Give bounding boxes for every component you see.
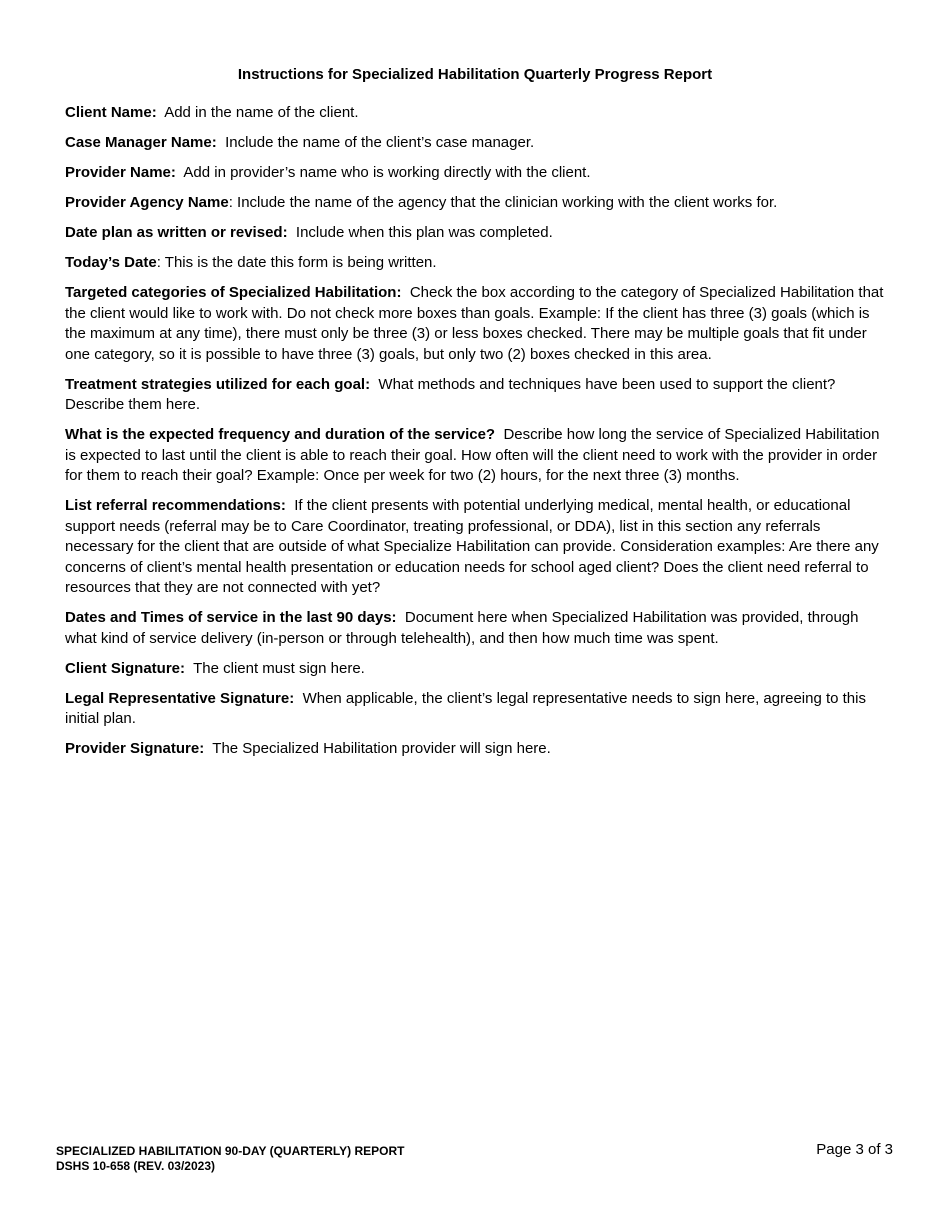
entry-provider-name [65,163,887,184]
entry-term: Targeted categories of Specialized Habilitation: [65,284,402,301]
entry-term: List referral recommendations: [65,497,286,514]
entry-provider-signature [65,739,887,760]
entry-term: Provider Name: [65,164,176,181]
entry-todays-date: Today’s Date: This is the date this form is being written. [65,254,437,271]
form-number: DSHS 10-658 (REV. 03/2023) [56,1158,215,1173]
entry-text: What methods and techniques have been used to support the client? Describe them here. [65,375,836,413]
instructions-list [65,103,887,769]
entry-frequency-duration [65,425,887,487]
entry-provider-agency-name: Provider Agency Name: Include the name of the agency that the clinician working with the client works for. [65,194,778,211]
entry-term: Date plan as written or revised: [65,224,288,241]
entry-referral-recommendations [65,496,887,599]
entry-case-manager-name [65,133,887,154]
entry-text: Include when this plan was completed. [295,224,553,241]
entry-term: Dates and Times of service in the last 90 days: [65,609,397,626]
entry-text: The Specialized Habilitation provider will sign here. [212,740,551,757]
entry-text: Add in provider’s name who is working directly with the client. [183,164,591,181]
entry-text: Include the name of the agency that the clinician working with the client works for. [237,194,778,211]
entry-term: Provider Signature: [65,740,205,757]
entry-term: Provider Agency Name [65,194,229,211]
form-title: SPECIALIZED HABILITATION 90-DAY (QUARTERLY) REPORT [56,1144,405,1158]
form-footer [56,1144,404,1173]
entry-targeted-categories [65,283,887,365]
entry-text: Describe how long the service of Specialized Habilitation is expected to last until the client is able to reach their goal. How often will the client need to work with the provider in order for them to reach their goal? Example: Once per week for two (2) hours, for the next three (3) months. [65,426,880,484]
page-number: Page 3 of 3 [816,1141,893,1158]
entry-text: The client must sign here. [193,659,365,677]
entry-text: Check the box according to the category of Specialized Habilitation that the client would like to work with. Do not check more boxes than goals. Example: If the client has three (3) goals (which is the maximum at any time), there must only be three (3) or less boxes checked. There may be multiple goals that fit under one category, so it is possible to have three (3) goals, but only two (2) boxes checked in this area. [65,284,884,363]
entry-text: Include the name of the client’s case manager. [225,134,535,151]
entry-term: Client Name: [65,104,157,121]
entry-term: Client Signature: [65,659,186,677]
entry-text: Document here when Specialized Habilitation was provided, through what kind of service delivery (in-person or through telehealth), and then how much time was spent. [65,609,859,647]
entry-dates-times-service [65,608,887,649]
entry-treatment-strategies [65,375,887,416]
entry-text: Add in the name of the client. [164,104,359,121]
entry-term: Treatment strategies utilized for each goal: [65,375,371,393]
entry-client-name [65,103,887,124]
entry-legal-representative-signature [65,689,887,730]
entry-term: Today’s Date [65,254,157,271]
entry-client-signature [65,659,887,680]
entry-term: Legal Representative Signature: [65,689,295,707]
entry-date-plan [65,223,887,244]
entry-term: Case Manager Name: [65,134,217,151]
entry-text: This is the date this form is being written. [164,254,437,271]
entry-term: What is the expected frequency and duration of the service? [65,426,496,443]
entry-text: When applicable, the client’s legal representative needs to sign here, agreeing to this initial plan. [65,689,866,727]
entry-text: If the client presents with potential underlying medical, mental health, or educational support needs (referral may be to Care Coordinator, treating professional, or DDA), list in this section any referrals necessary for the client that are outside of what Specialize Habilitation can provide. Consideration examples: Are there any concerns of client’s mental health presentation or education needs for school aged client? Does the client need referral to resources that they are not connected with yet? [65,497,879,596]
page-title: Instructions for Specialized Habilitation Quarterly Progress Report [237,66,713,83]
